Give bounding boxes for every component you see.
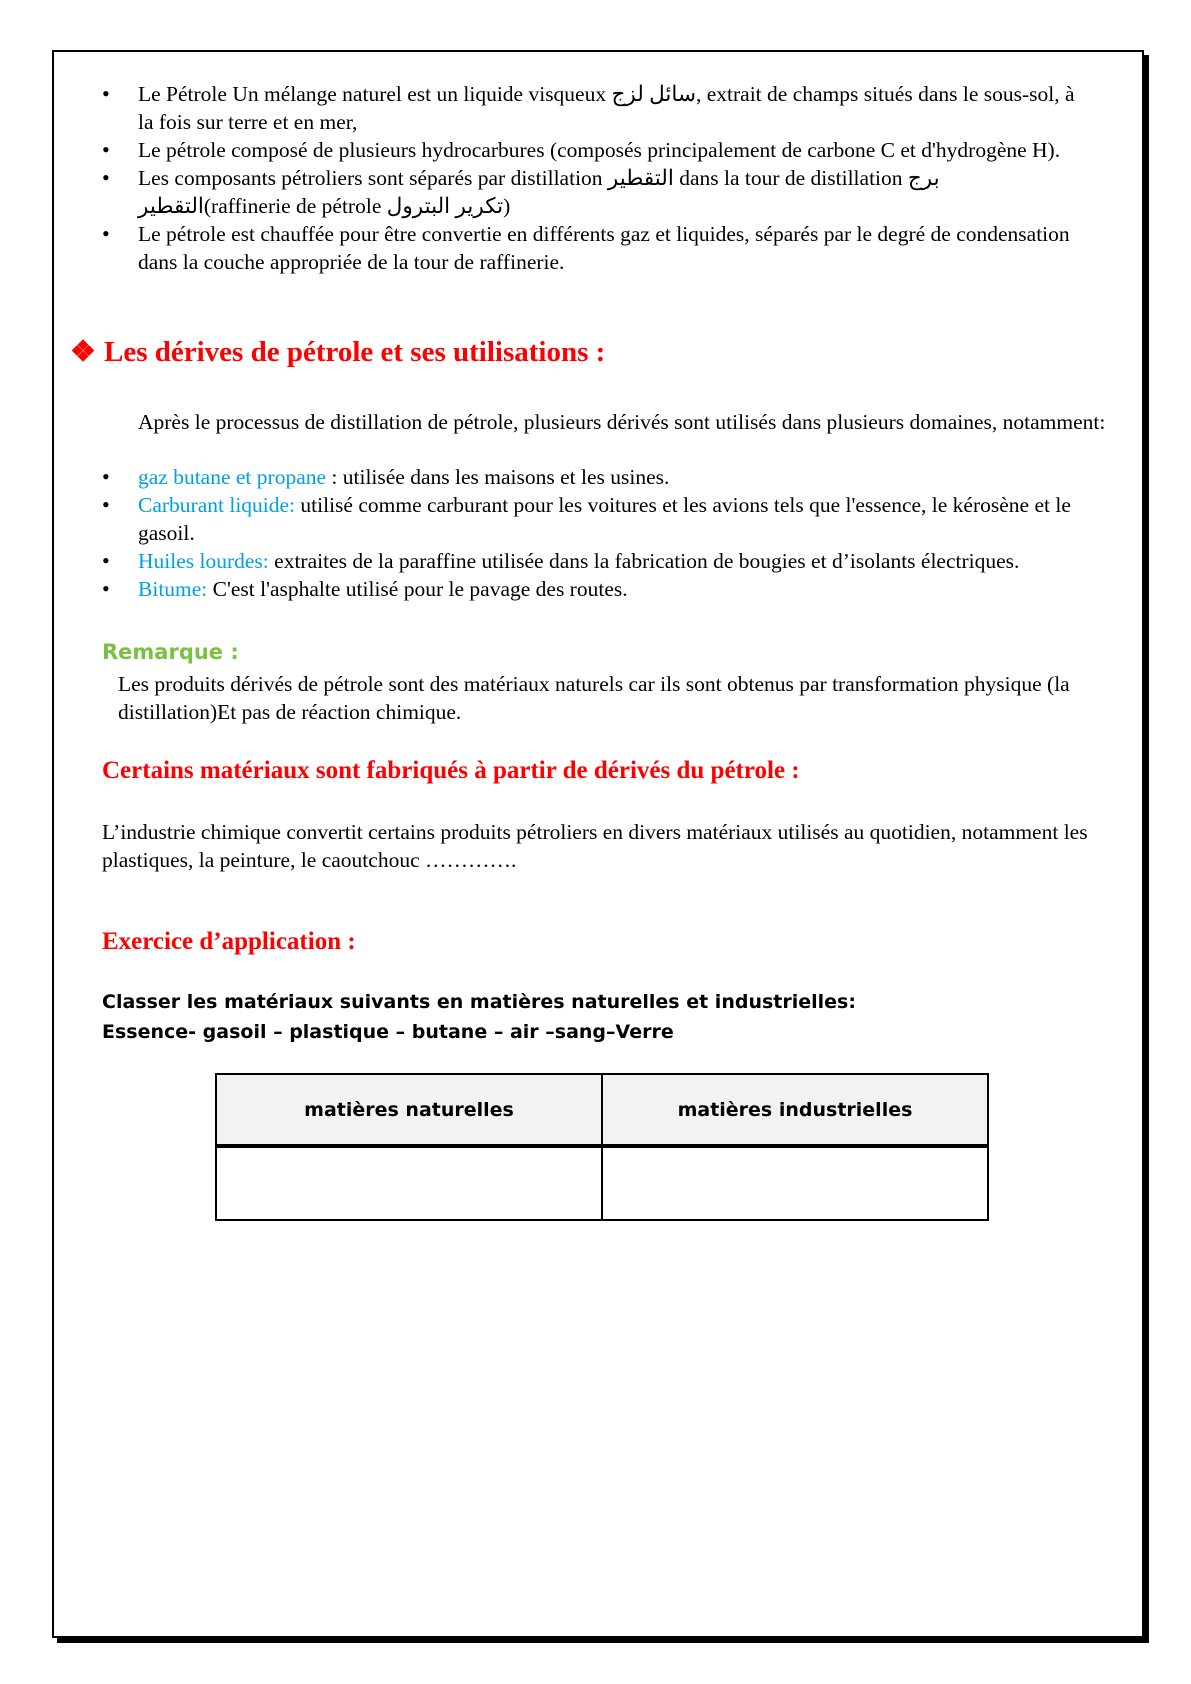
derive-term: Carburant liquide: <box>138 493 296 517</box>
header-industrial: matières industrielles <box>602 1074 988 1146</box>
derive-item <box>100 575 1090 603</box>
derives-intro: Après le processus de distillation de pétrole, plusieurs dérivés sont utilisés dans plusieurs domaines, notamment: <box>138 410 1106 434</box>
intro-bullet: • Le pétrole composé de plusieurs hydrocarbures (composés principalement de carbone C et d'hydrogène H). <box>100 136 1090 164</box>
exercice-materials-list: Essence- gasoil – plastique – butane – air –sang–Verre <box>102 1021 674 1043</box>
intro-section <box>100 80 1090 276</box>
classification-table <box>215 1073 989 1221</box>
materiaux-text: L’industrie chimique convertit certains produits pétroliers en divers matériaux utilisés au quotidien, notamment les plastiques, la peinture, le caoutchouc …………. <box>102 820 1088 872</box>
derives-heading <box>70 334 605 369</box>
intro-bullet: • Le pétrole est chauffée pour être convertie en différents gaz et liquides, séparés par le degré de condensation dans la couche appropriée de la tour de raffinerie. <box>100 220 1090 276</box>
exercice-instruction: Classer les matériaux suivants en matières naturelles et industrielles: <box>102 991 856 1013</box>
derives-bullet-list <box>100 463 1090 603</box>
industrial-answer-cell[interactable] <box>602 1146 988 1220</box>
materiaux-heading: Certains matériaux sont fabriqués à partir de dérivés du pétrole : <box>102 757 800 784</box>
derive-item <box>100 463 1090 491</box>
derive-text: : utilisée dans les maisons et les usines. <box>326 465 670 489</box>
table-row <box>216 1146 988 1220</box>
diamond-bullet-icon: ❖ <box>70 336 96 368</box>
intro-bullet: • Le Pétrole Un mélange naturel est un liquide visqueux سائل لزج, extrait de champs situés dans le sous-sol, à la fois sur terre et en mer, <box>100 80 1090 136</box>
derive-text: C'est l'asphalte utilisé pour le pavage des routes. <box>207 577 628 601</box>
derive-item <box>100 491 1090 547</box>
intro-bullet-list <box>100 80 1090 276</box>
exercice-heading: Exercice d’application : <box>102 928 356 955</box>
intro-bullet: • Les composants pétroliers sont séparés par distillation التقطير dans la tour de distillation برج التقطير(raffinerie de pétrole تكرير البترول) <box>100 164 1090 220</box>
header-natural: matières naturelles <box>216 1074 602 1146</box>
derive-term: Bitume: <box>138 577 208 601</box>
derive-term: Huiles lourdes: <box>138 549 269 573</box>
remarque-text: Les produits dérivés de pétrole sont des matériaux naturels car ils sont obtenus par transformation physique (la distillation)Et pas de réaction chimique. <box>118 672 1070 724</box>
derives-list-section <box>100 463 1090 603</box>
natural-answer-cell[interactable] <box>216 1146 602 1220</box>
derive-item <box>100 547 1090 575</box>
derive-text: extraites de la paraffine utilisée dans la fabrication de bougies et d’isolants électriques. <box>268 549 1020 573</box>
derive-term: gaz butane et propane <box>138 465 327 489</box>
derives-heading-text: Les dérives de pétrole et ses utilisations : <box>104 336 606 368</box>
remarque-label: Remarque : <box>102 640 239 664</box>
table-header-row <box>216 1074 988 1146</box>
derive-text: utilisé comme carburant pour les voitures et les avions tels que l'essence, le kérosène et le gasoil. <box>138 493 1071 545</box>
exercice-instructions <box>102 987 856 1047</box>
